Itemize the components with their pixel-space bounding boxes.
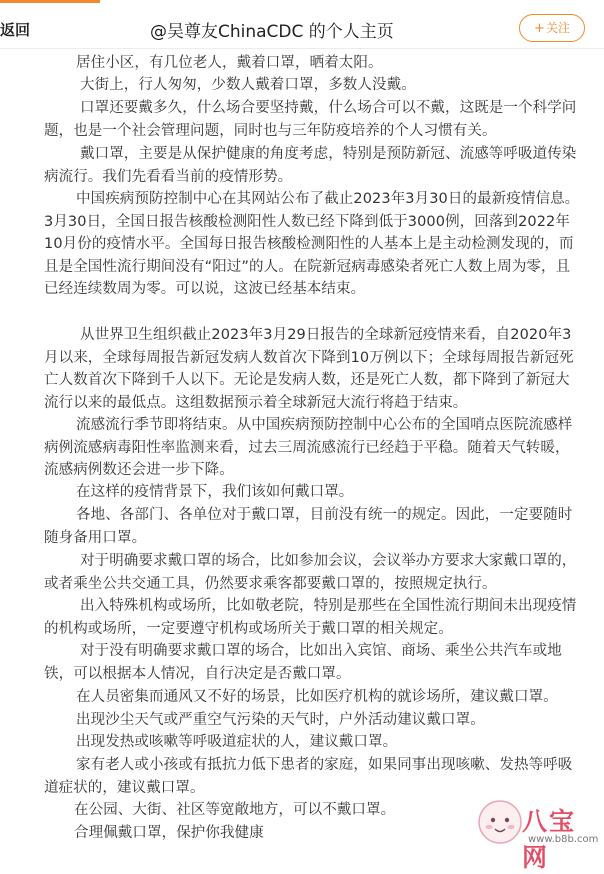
paragraph: 家有老人或小孩或有抵抗力低下患者的家庭，如果同事出现咳嗽、发热等呼吸道症状的，建议戴口罩。 — [44, 757, 573, 796]
paragraph: 出入特殊机构或场所，比如敬老院，特别是那些在全国性流行期间未出现疫情的机构或场所，一定要遵守机构或场所关于戴口罩的相关规定。 — [44, 598, 577, 637]
mascot-icon — [476, 798, 524, 850]
paragraph: 从世界卫生组织截止2023年3月29日报告的全球新冠疫情来看，自2020年3月以来，全球每周报告新冠发病人数首次下降到10万例以下；全球每周报告新冠死亡人数首次下降到千人以下。无论是发病人数，还是死亡人数，都下降到了新冠大流行以来的最低点。这组数据预示着全球新冠大流行将趋于结束。 — [44, 327, 574, 411]
follow-label: 关注 — [545, 21, 570, 35]
paragraph: 各地、各部门、各单位对于戴口罩，目前没有统一的规定。因此，一定要随时随身备用口罩。 — [44, 507, 573, 546]
page-title: @吴尊友ChinaCDC 的个人主页 — [150, 22, 394, 42]
page-header — [0, 0, 604, 49]
paragraph: 出现沙尘天气或严重空气污染的天气时，户外活动建议戴口罩。 — [76, 712, 485, 728]
paragraph: 中国疾病预防控制中心在其网站公布了截止2023年3月30日的最新疫情信息。3月30日，全国日报告核酸检测阳性人数已经下降到低于3000例，回落到2022年10月份的疫情水平。全国每日报告核酸检测阳性的人基本上是主动检测发现的，而且是全国性流行期间没有“阳过”的人。在院新冠病毒感染者死亡人数上周为零，且已经连续数周为零。可以说，这波已经基本结束。 — [44, 191, 580, 298]
site-watermark — [476, 796, 600, 872]
paragraph: 对于明确要求戴口罩的场合，比如参加会议，会议举办方要求大家戴口罩的，或者乘坐公共交通工具，仍然要求乘客都要戴口罩的，按照规定执行。 — [44, 553, 577, 592]
paragraph: 合理佩戴口罩，保护你我健康 — [74, 825, 264, 841]
paragraph: 居住小区，有几位老人，戴着口罩，晒着太阳。 — [76, 55, 383, 71]
back-button[interactable]: 返回 — [0, 21, 31, 39]
paragraph: 流感流行季节即将结束。从中国疾病预防控制中心公布的全国哨点医院流感样病例流感病毒阳性率监测来看，过去三周流感流行已经趋于平稳。随着天气转暖，流感病例数还会进一步下降。 — [44, 417, 573, 479]
paragraph: 对于没有明确要求戴口罩的场合，比如出入宾馆、商场、乘坐公共汽车或地铁，可以根据本人情况，自行决定是否戴口罩。 — [44, 643, 562, 682]
watermark-text: 八宝网 — [522, 807, 577, 872]
paragraph: 在人员密集而通风又不好的场景，比如医疗机构的就诊场所，建议戴口罩。 — [76, 689, 558, 705]
paragraph: 出现发热或咳嗽等呼吸道症状的人，建议戴口罩。 — [76, 734, 398, 750]
follow-button[interactable] — [519, 14, 585, 42]
paragraph: 口罩还要戴多久，什么场合要坚持戴，什么场合可以不戴，这既是一个科学问题，也是一个社会管理问题，同时也与三年防疫培养的个人习惯有关。 — [44, 100, 577, 139]
paragraph: 戴口罩，主要是从保护健康的角度考虑，特别是预防新冠、流感等呼吸道传染病流行。我们先看看当前的疫情形势。 — [44, 146, 577, 185]
header-accent-bar — [0, 0, 100, 3]
plus-icon: + — [534, 21, 545, 36]
watermark-url: www.b8b.com — [528, 834, 599, 845]
paragraph: 在公园、大街、社区等宽敞地方，可以不戴口罩。 — [74, 802, 396, 818]
paragraph: 在这样的疫情背景下，我们该如何戴口罩。 — [76, 484, 354, 500]
paragraph: 大街上，行人匆匆，少数人戴着口罩，多数人没戴。 — [80, 77, 416, 93]
article-body — [0, 48, 604, 856]
